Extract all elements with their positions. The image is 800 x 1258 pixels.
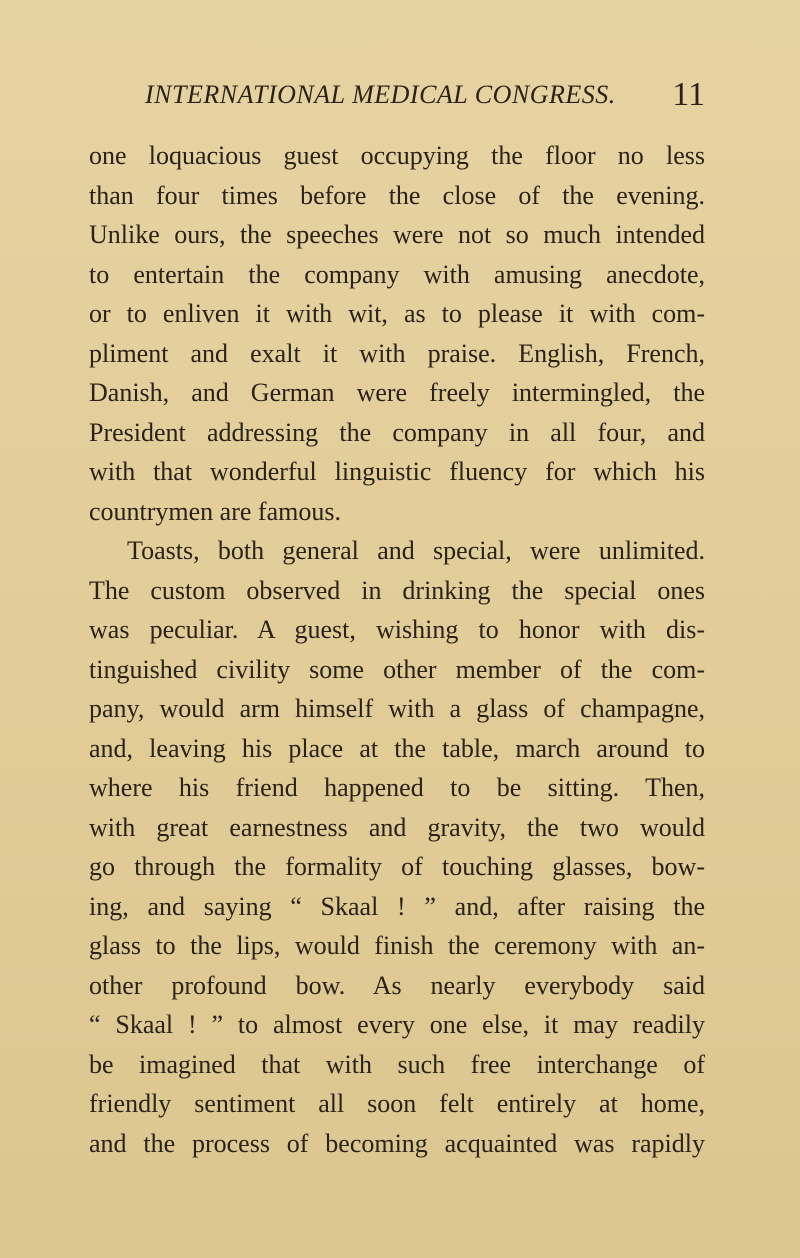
paragraph-start-line: Toasts, both general and special, were unlimited.: [127, 536, 705, 565]
text-line: Unlike ours, the speeches were not so much intended: [89, 220, 705, 249]
text-line: and, leaving his place at the table, march around to: [89, 733, 705, 763]
body-text: [89, 136, 705, 1163]
text-line: or to enliven it with wit, as to please it with com-: [89, 299, 705, 328]
text-line: was peculiar. A guest, wishing to honor with dis-: [89, 615, 705, 644]
text-line: where his friend happened to be sitting. Then,: [89, 773, 705, 802]
text-line: ing, and saying “ Skaal ! ” and, after raising the: [89, 891, 705, 921]
text-line: pliment and exalt it with praise. English, French,: [89, 338, 705, 368]
page-number: 11: [672, 76, 705, 113]
text-line: to entertain the company with amusing anecdote,: [89, 259, 705, 289]
running-title: INTERNATIONAL MEDICAL CONGRESS.: [145, 80, 616, 109]
text-line: with great earnestness and gravity, the two would: [89, 812, 705, 842]
running-head: [145, 76, 705, 116]
text-line: than four times before the close of the evening.: [89, 180, 705, 210]
text-line: be imagined that with such free interchange of: [89, 1049, 705, 1079]
text-line: and the process of becoming acquainted was rapidly: [89, 1128, 705, 1158]
text-line: glass to the lips, would finish the ceremony with an-: [89, 931, 705, 960]
text-line: countrymen are famous.: [89, 496, 341, 526]
text-line: one loquacious guest occupying the floor no less: [89, 141, 705, 170]
text-line: President addressing the company in all four, and: [89, 417, 705, 447]
text-line: tinguished civility some other member of the com-: [89, 654, 705, 684]
text-line: go through the formality of touching glasses, bow-: [89, 852, 705, 881]
text-line: other profound bow. As nearly everybody said: [89, 970, 705, 1000]
text-line: Danish, and German were freely intermingled, the: [89, 378, 705, 407]
text-line: friendly sentiment all soon felt entirely at home,: [89, 1089, 705, 1118]
text-line: with that wonderful linguistic fluency for which his: [89, 457, 705, 486]
text-line: “ Skaal ! ” to almost every one else, it may readily: [89, 1010, 705, 1039]
text-line: The custom observed in drinking the special ones: [89, 575, 705, 605]
text-line: pany, would arm himself with a glass of champagne,: [89, 694, 705, 723]
